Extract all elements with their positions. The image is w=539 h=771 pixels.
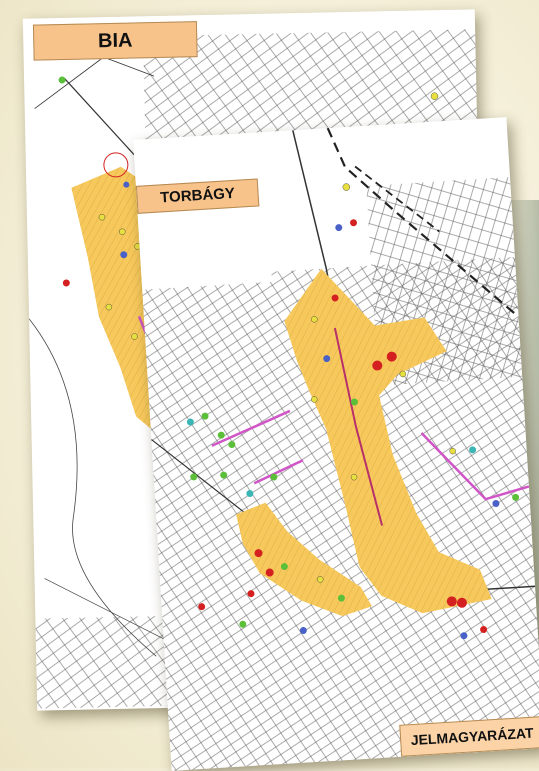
yellow-circle-marker — [449, 448, 455, 454]
open-area — [138, 212, 272, 290]
yellow-circle-marker — [343, 183, 350, 190]
road-line — [34, 56, 155, 109]
yellow-circle-marker — [431, 93, 438, 100]
torbagy-map-drawing — [133, 117, 539, 771]
yellow-circle-marker — [351, 474, 357, 480]
yellow-circle-marker — [106, 304, 112, 310]
yellow-circle-marker — [119, 229, 125, 235]
yellow-circle-marker — [400, 371, 406, 377]
yellow-circle-marker — [317, 576, 323, 582]
yellow-circle-marker — [131, 333, 137, 339]
torbagy-map-sheet — [133, 117, 539, 771]
yellow-circle-marker — [311, 396, 317, 402]
bia-sheet-label: BIA — [33, 21, 198, 60]
red-circle-marker — [63, 279, 70, 286]
blue-pin-marker — [335, 224, 342, 231]
torbagy-sheet-label: TORBÁGY — [136, 178, 259, 213]
red-circle-marker — [350, 219, 357, 226]
yellow-circle-marker — [311, 316, 317, 322]
yellow-circle-marker — [99, 214, 105, 220]
legend-label: JELMAGYARÁZAT — [399, 716, 539, 757]
green-circle-marker — [59, 76, 66, 83]
